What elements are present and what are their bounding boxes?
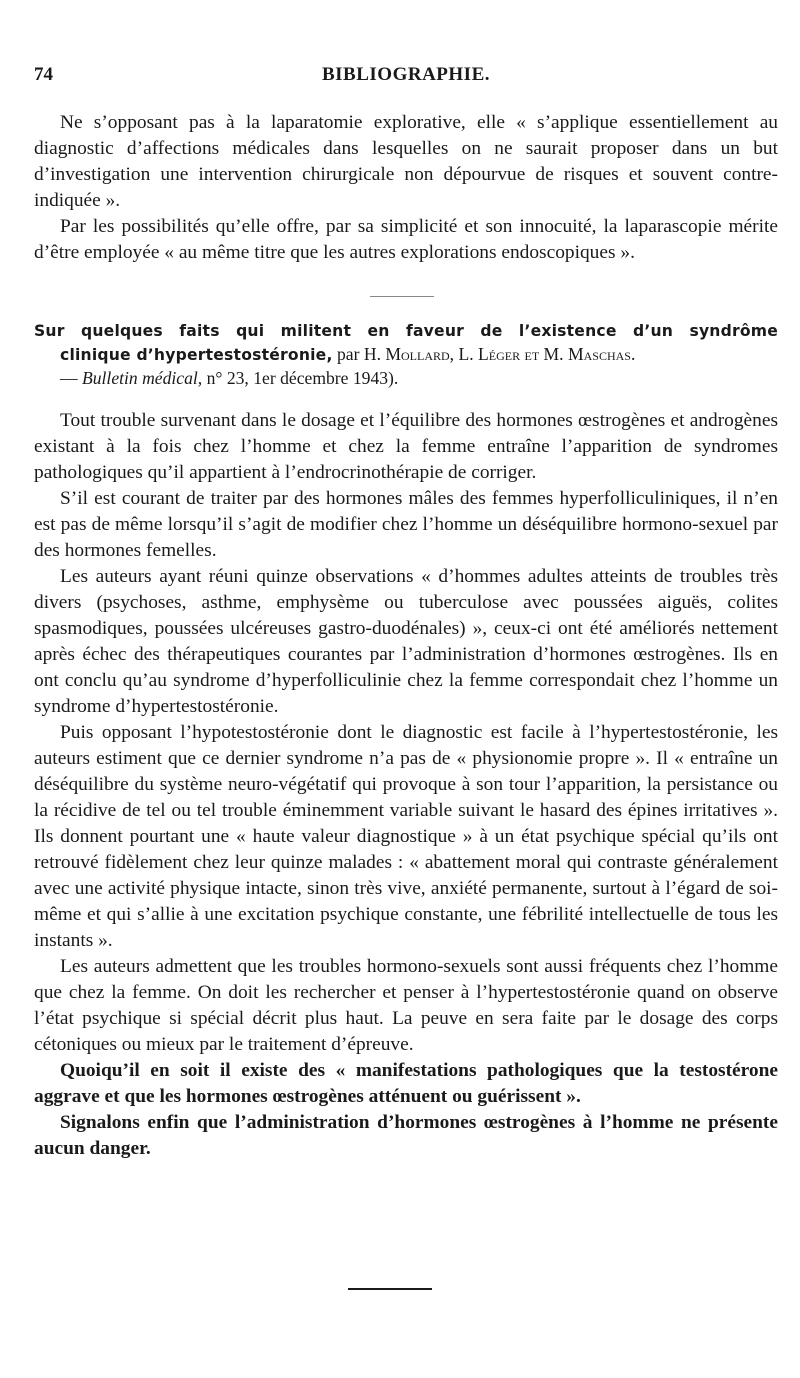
body-paragraph-1: Tout trouble survenant dans le dosage et l’équilibre des hormones œstrogènes et androgènes existant à la fois chez l’homme et chez la femme entraîne l’apparition de syndromes pathologiques qu’il appartient à l’endrocrinothérapie de corriger. bbox=[34, 410, 778, 483]
intro-paragraph-2: Par les possibilités qu’elle offre, par sa simplicité et son innocuité, la laparascopie mérite d’être employée « au même titre que les autres explorations endoscopiques ». bbox=[34, 216, 778, 263]
section-divider bbox=[370, 296, 434, 297]
running-head bbox=[34, 64, 778, 92]
journal-issue: n° 23, 1er décembre 1943). bbox=[206, 368, 399, 388]
article-citation bbox=[34, 367, 778, 390]
article-body bbox=[34, 408, 778, 1162]
body-paragraph-3: Les auteurs ayant réuni quinze observations « d’hommes adultes atteints de troubles très divers (psychoses, asthme, emphysème ou tuberculose avec poussées aiguës, colites spasmodiques, poussées ulcéreuses gastro-duodénales) », ceux-ci ont été améliorés nettement après échec des thérapeutiques courantes par l’administration d’hormones œstrogènes. Ils en ont conclu qu’au syndrome d’hyperfolliculinie chez la femme correspondait chez l’homme un syndrome d’hypertestostéronie. bbox=[34, 566, 778, 717]
article-title-line-2 bbox=[34, 343, 778, 367]
intro-section bbox=[34, 110, 778, 266]
body-paragraph-4: Puis opposant l’hypotestostéronie dont le diagnostic est facile à l’hypertestostéronie, les auteurs estiment que ce dernier syndrome n’a pas de « physionomie propre ». Il « entraîne un déséquilibre du système neuro-végétatif qui provoque à son tour l’apparition, la persistance ou la récidive de tel ou tel trouble éminemment variable suivant le hasard des épines irritatives ». Ils donnent pourtant une « haute valeur diagnostique » à un état psychique spécial qu’ils ont retrouvé fidèlement chez leur quinze malades : « abattement moral qui contraste généralement avec une activité physique intacte, sinon très vive, anxiété permanente, surtout à l’égard de soi-même et qui s’allie à une excitation psychique constante, une fébrilité intellectuelle de tous les instants ». bbox=[34, 722, 778, 951]
article-heading bbox=[34, 320, 778, 390]
citation-dash: — bbox=[60, 368, 78, 388]
conclusion-paragraph-2: Signalons enfin que l’administration d’hormones œstrogènes à l’homme ne présente aucun danger. bbox=[34, 1112, 778, 1159]
end-divider bbox=[348, 1288, 432, 1290]
page-number: 74 bbox=[34, 64, 53, 85]
conclusion-paragraph-1: Quoiqu’il en soit il existe des « manifestations pathologiques que la testostérone aggrave et que les hormones œstrogènes atténuent ou guérissent ». bbox=[34, 1060, 778, 1107]
running-title: BIBLIOGRAPHIE. bbox=[321, 64, 490, 85]
intro-paragraph-1: Ne s’opposant pas à la laparatomie explorative, elle « s’applique essentiellement au diagnostic d’affections médicales dans lesquelles on ne saurait proposer dans un but d’investigation une intervention chirurgicale non dépourvue de risques et souvent contre-indiquée ». bbox=[34, 112, 778, 211]
article-authors: H. Mollard, L. Léger et M. Maschas. bbox=[363, 344, 636, 364]
article-title-end: clinique d’hypertestostéronie, bbox=[60, 346, 333, 364]
body-paragraph-2: S’il est courant de traiter par des hormones mâles des femmes hyperfolliculiniques, il n’en est pas de même lorsqu’il s’agit de modifier chez l’homme un déséquilibre hormono-sexuel par des hormones femelles. bbox=[34, 488, 778, 561]
body-paragraph-5: Les auteurs admettent que les troubles hormono-sexuels sont aussi fréquents chez l’homme que chez la femme. On doit les rechercher et penser à l’hypertestostéronie quand on observe l’état psychique si spécial décrit plus haut. La peuve en sera faite par le dosage des corps cétoniques ou mieux par le traitement d’épreuve. bbox=[34, 956, 778, 1055]
article-by: par bbox=[336, 344, 360, 364]
article-title-line-1: Sur quelques faits qui militent en faveur de l’existence d’un syndrôme bbox=[34, 322, 778, 340]
journal-name: Bulletin médical, bbox=[82, 368, 203, 388]
